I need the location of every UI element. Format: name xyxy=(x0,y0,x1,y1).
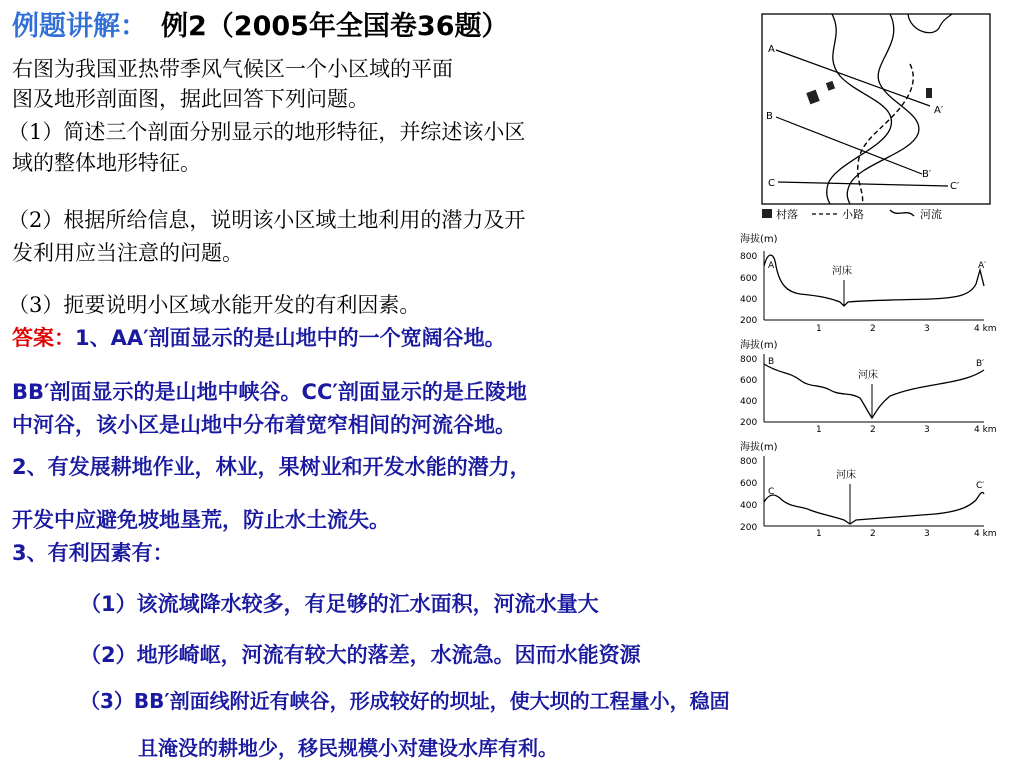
question-intro-line2: 图及地形剖面图，据此回答下列问题。 xyxy=(12,87,369,111)
question-2-line1: （2）根据所给信息，说明该小区域土地利用的潜力及开 xyxy=(8,208,526,232)
terrain-figures xyxy=(740,4,1020,544)
profile-aa-line xyxy=(764,255,987,306)
profile-bb xyxy=(740,338,997,435)
profile-aa-start: A xyxy=(768,261,775,271)
answer-3: 3、有利因素有： xyxy=(12,541,174,565)
profile-aa-ylabel: 海拔(m) xyxy=(740,234,778,245)
profile-aa-xtick-1: 1 xyxy=(816,324,822,334)
profile-bb-xtick-1: 1 xyxy=(816,425,822,435)
map-label-b: B xyxy=(766,111,773,122)
map-label-c-prime: C′ xyxy=(950,181,960,192)
legend-path: 小路 xyxy=(842,208,864,221)
question-intro-line1: 右图为我国亚热带季风气候区一个小区域的平面 xyxy=(12,57,453,81)
answer-1 xyxy=(12,323,506,353)
profile-aa-ytick-800: 800 xyxy=(740,252,758,262)
legend-river: 河流 xyxy=(920,208,942,221)
profile-aa-xtick-3: 3 xyxy=(924,324,930,334)
profile-bb-ytick-400: 400 xyxy=(740,397,758,407)
map-label-b-prime: B′ xyxy=(922,169,932,180)
title-rest: 例2（2005年全国卷36题） xyxy=(161,11,509,42)
profile-aa-xtick-2: 2 xyxy=(870,324,876,334)
profile-aa-riverbed: 河床 xyxy=(832,266,852,277)
plan-map xyxy=(762,14,990,221)
answer-1-line2: BB′剖面显示的是山地中峡谷。CC′剖面显示的是丘陵地 xyxy=(12,380,527,404)
profile-bb-xtick-3: 3 xyxy=(924,425,930,435)
profile-cc xyxy=(740,440,997,539)
answer-label: 答案： xyxy=(12,326,75,350)
question-2-line2: 发利用应当注意的问题。 xyxy=(12,241,243,265)
profile-bb-riverbed: 河床 xyxy=(858,370,878,381)
profile-cc-ytick-600: 600 xyxy=(740,479,758,489)
profile-cc-xtick-4: 4 km xyxy=(974,529,997,539)
profile-bb-start: B xyxy=(768,357,775,367)
profile-cc-ytick-200: 200 xyxy=(740,523,758,533)
profile-bb-ytick-200: 200 xyxy=(740,418,758,428)
map-label-a: A xyxy=(768,44,775,55)
answer-3-2: （2）地形崎岖，河流有较大的落差，水流急。因而水能资源 xyxy=(80,643,641,667)
page-title xyxy=(12,4,509,43)
title-lead: 例题讲解： xyxy=(12,11,147,42)
profile-bb-ytick-600: 600 xyxy=(740,376,758,386)
legend-river-icon xyxy=(890,210,914,216)
answer-3-4: 且淹没的耕地少，移民规模小对建设水库有利。 xyxy=(138,736,558,760)
question-1-line2: 域的整体地形特征。 xyxy=(12,151,201,175)
profile-aa-xtick-4: 4 km xyxy=(974,324,997,334)
profile-aa-ytick-600: 600 xyxy=(740,274,758,284)
map-label-c: C xyxy=(768,178,775,189)
profile-cc-ytick-800: 800 xyxy=(740,457,758,467)
profile-cc-ylabel: 海拔(m) xyxy=(740,442,778,453)
profile-cc-xtick-2: 2 xyxy=(870,529,876,539)
map-frame xyxy=(762,14,990,204)
profile-aa-ytick-400: 400 xyxy=(740,295,758,305)
profile-aa-ytick-200: 200 xyxy=(740,316,758,326)
legend-village: 村落 xyxy=(776,208,798,221)
profile-bb-xtick-4: 4 km xyxy=(974,425,997,435)
profile-cc-xtick-1: 1 xyxy=(816,529,822,539)
profile-bb-ytick-800: 800 xyxy=(740,355,758,365)
answer-2: 2、有发展耕地作业，林业，果树业和开发水能的潜力， xyxy=(12,455,531,479)
profile-bb-end: B′ xyxy=(976,359,985,369)
question-1-line1: （1）简述三个剖面分别显示的地形特征，并综述该小区 xyxy=(8,120,526,144)
village-icon xyxy=(926,88,932,98)
profile-cc-end: C′ xyxy=(976,481,985,491)
answer-2-line2: 开发中应避免坡地垦荒，防止水土流失。 xyxy=(12,508,390,532)
profile-aa xyxy=(740,232,997,334)
question-3: （3）扼要说明小区域水能开发的有利因素。 xyxy=(8,293,421,317)
legend-village-icon xyxy=(762,209,772,218)
answer-3-1: （1）该流域降水较多，有足够的汇水面积，河流水量大 xyxy=(80,592,599,616)
profile-cc-line xyxy=(764,492,984,524)
profile-cc-xtick-3: 3 xyxy=(924,529,930,539)
profile-bb-ylabel: 海拔(m) xyxy=(740,340,778,351)
profile-cc-ytick-400: 400 xyxy=(740,501,758,511)
answer-3-3: （3）BB′剖面线附近有峡谷，形成较好的坝址，使大坝的工程量小，稳固 xyxy=(80,689,730,713)
profile-cc-riverbed: 河床 xyxy=(836,470,856,481)
profile-aa-end: A′ xyxy=(978,261,987,271)
answer-1-line3: 中河谷，该小区是山地中分布着宽窄相间的河流谷地。 xyxy=(12,413,516,437)
map-label-a-prime: A′ xyxy=(934,105,944,116)
answer-1-text: 1、AA′剖面显示的是山地中的一个宽阔谷地。 xyxy=(75,326,506,350)
profile-cc-start: C xyxy=(768,487,775,497)
profile-bb-xtick-2: 2 xyxy=(870,425,876,435)
